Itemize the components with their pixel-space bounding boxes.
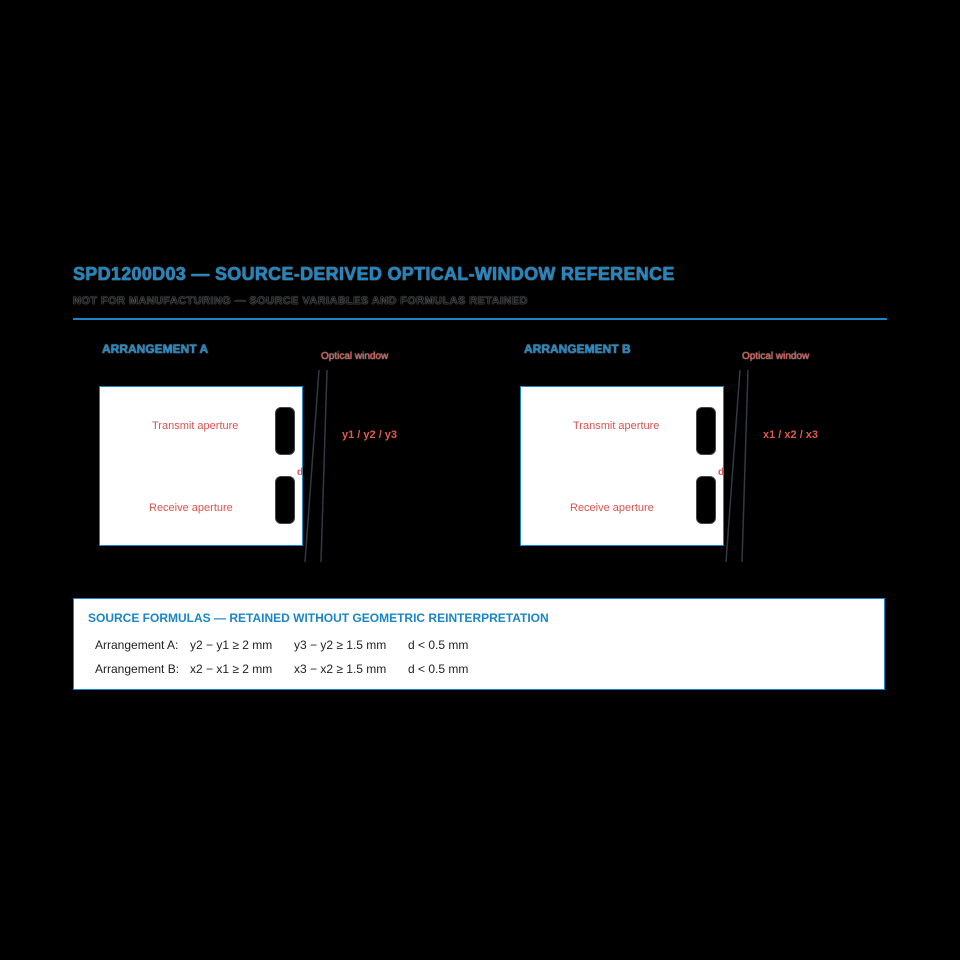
arrangement-b-transmit-label: Transmit aperture (573, 420, 660, 432)
arrangement-b-receive-aperture (696, 476, 716, 524)
formula-row-b-pitch: x2 − x1 ≥ 2 mm (190, 662, 273, 676)
arrangement-a-receive-aperture (275, 476, 295, 524)
page-subtitle: NOT FOR MANUFACTURING — SOURCE VARIABLES AND FORMULAS RETAINED (73, 295, 528, 307)
formulas-heading: SOURCE FORMULAS — RETAINED WITHOUT GEOMETRIC REINTERPRETATION (88, 611, 549, 625)
arrangement-b-heading: ARRANGEMENT B (524, 342, 631, 356)
formula-row-a (95, 638, 468, 652)
formula-row-a-name: Arrangement A: (95, 638, 179, 652)
arrangement-b-module (520, 386, 724, 546)
formula-row-b-gap: d < 0.5 mm (408, 662, 469, 676)
arrangement-a-gap-label: d (297, 467, 304, 478)
formula-row-a-spacing: y3 − y2 ≥ 1.5 mm (294, 638, 387, 652)
arrangement-b-gap-label: d (718, 467, 725, 478)
formula-row-b-name: Arrangement B: (95, 662, 180, 676)
arrangement-b-variables: x1 / x2 / x3 (763, 429, 819, 441)
arrangement-a-variables: y1 / y2 / y3 (342, 429, 398, 441)
source-formulas-panel (73, 598, 885, 690)
arrangement-a-heading: ARRANGEMENT A (102, 342, 209, 356)
arrangement-a-window-label: Optical window (321, 351, 389, 362)
arrangement-b-optical-window (723, 370, 753, 564)
page-title: SPD1200D03 — SOURCE-DERIVED OPTICAL-WINDOW REFERENCE (73, 264, 675, 284)
arrangement-a-receive-label: Receive aperture (149, 502, 233, 514)
arrangement-b-window-label: Optical window (742, 351, 810, 362)
formula-row-a-pitch: y2 − y1 ≥ 2 mm (190, 638, 273, 652)
formula-row-b-spacing: x3 − x2 ≥ 1.5 mm (294, 662, 387, 676)
arrangement-b-transmit-aperture (696, 407, 716, 455)
arrangement-b-receive-label: Receive aperture (570, 502, 654, 514)
formula-row-b (95, 662, 468, 676)
arrangement-a-transmit-label: Transmit aperture (152, 420, 239, 432)
formula-row-a-gap: d < 0.5 mm (408, 638, 469, 652)
arrangement-a-module (99, 386, 303, 546)
arrangement-a-transmit-aperture (275, 407, 295, 455)
header-divider (73, 318, 887, 320)
arrangement-a-optical-window (302, 370, 332, 564)
